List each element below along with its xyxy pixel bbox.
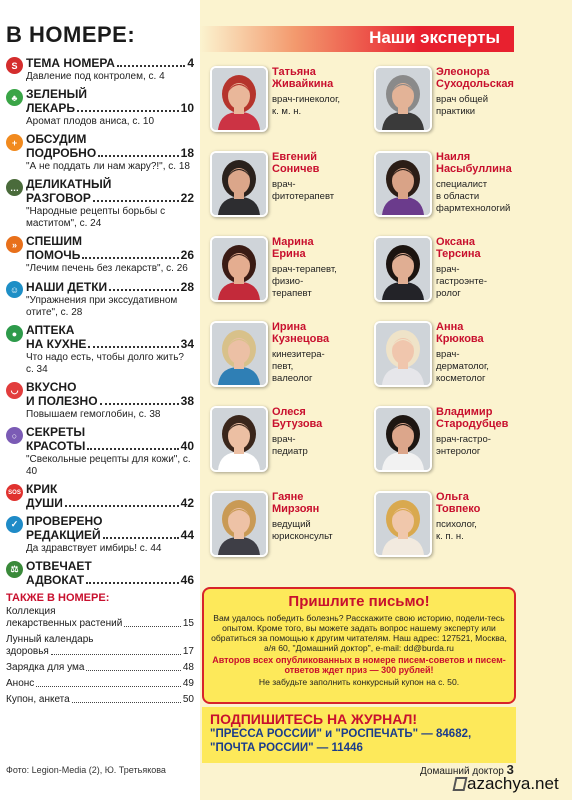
expert-role: кинезитера- певт, валеолог: [272, 349, 325, 384]
table-of-contents: [0, 0, 200, 800]
also-row: [6, 662, 194, 674]
expert-card[interactable]: [374, 321, 554, 397]
toc-description: "Лечим печень без лекарств", с. 26: [26, 263, 188, 274]
toc-section-title: АПТЕКА: [26, 323, 75, 337]
toc-leader: [86, 582, 179, 584]
expert-name: Наиля Насыбуллина: [436, 151, 512, 175]
expert-photo: [210, 406, 268, 472]
check-icon: ✓: [6, 516, 23, 533]
expert-photo: [210, 151, 268, 217]
experts-title: Наши эксперты: [369, 28, 500, 47]
expert-name: Евгений Соничев: [272, 151, 320, 175]
also-row: [6, 618, 194, 630]
also-list: [6, 606, 194, 706]
toc-entry[interactable]: [6, 133, 194, 173]
toc-section-title: ДУШИ: [26, 496, 63, 510]
toc-list: [6, 56, 194, 587]
letter-note: Не забудьте заполнить конкурсный купон на с. 50.: [258, 677, 460, 687]
bowl-icon: ◡: [6, 382, 23, 399]
expert-role: врач общей практики: [436, 94, 489, 117]
subscribe-line-1: "ПРЕССА РОССИИ" и "РОСПЕЧАТЬ" — 84682,: [210, 728, 472, 740]
toc-leader: [87, 448, 178, 450]
magazine-name: Домашний доктор: [420, 766, 504, 777]
toc-line: [26, 394, 194, 408]
toc-entry[interactable]: [6, 381, 194, 421]
watermark-logo-icon: [453, 777, 468, 791]
toc-leader: [77, 110, 179, 112]
toc-leader: [103, 537, 179, 539]
expert-name: Татьяна Живайкина: [272, 66, 334, 90]
expert-card[interactable]: [210, 236, 390, 312]
portrait-icon: [212, 408, 266, 470]
expert-role: врач- гастроэнте- ролог: [436, 264, 487, 299]
also-leader: [72, 702, 181, 703]
also-row: [6, 678, 194, 690]
toc-leader: [93, 200, 179, 202]
toc-page-number: 42: [180, 496, 194, 510]
plus-icon: +: [6, 134, 23, 151]
expert-photo: [374, 66, 432, 132]
also-item-text: лекарственных растений: [6, 618, 123, 629]
toc-description: Повышаем гемоглобин, с. 38: [26, 409, 161, 420]
toc-page-number: 22: [180, 191, 194, 205]
expert-card[interactable]: [374, 66, 554, 142]
toc-section-title: РАЗГОВОР: [26, 191, 91, 205]
also-row: [6, 646, 194, 658]
portrait-icon: [376, 323, 430, 385]
toc-entry[interactable]: [6, 178, 194, 230]
also-page-number: 50: [182, 694, 194, 705]
toc-entry[interactable]: [6, 56, 194, 83]
also-title: ТАКЖЕ В НОМЕРЕ:: [6, 592, 110, 604]
portrait-icon: [212, 68, 266, 130]
page-number: 3: [506, 762, 514, 777]
toc-page-number: 44: [180, 528, 194, 542]
letter-body: Вам удалось победить болезнь? Расскажите свою историю, подели-тесь опытом. Кроме того, вы можете задать вопрос нашему эксперту или обратиться за помощью к другим читателям. Наш адрес: 127521, Москва, а/я 60, "Домашний доктор", e-mail: dd@burda.ru: [211, 613, 507, 653]
toc-line: [26, 191, 194, 205]
toc-description: Да здравствует имбирь! с. 44: [26, 543, 162, 554]
toc-line: [26, 280, 194, 294]
toc-section-title: СПЕШИМ: [26, 234, 82, 248]
toc-entry[interactable]: [6, 324, 194, 376]
toc-section-title: СЕКРЕТЫ: [26, 425, 86, 439]
toc-entry[interactable]: [6, 483, 194, 510]
photo-credit: Фото: Legion-Media (2), Ю. Третьякова: [6, 765, 166, 775]
subscribe-line-2: "ПОЧТА РОССИИ" — 11446: [210, 742, 363, 754]
expert-photo: [210, 321, 268, 387]
toc-page-number: 18: [180, 146, 194, 160]
expert-role: врач-гинеколог, к. м. н.: [272, 94, 341, 117]
toc-leader: [117, 65, 185, 67]
toc-entry[interactable]: [6, 560, 194, 587]
expert-role: специалист в области фармтехнологий: [436, 179, 511, 214]
also-item-text: Лунный календарь: [6, 634, 94, 645]
mirror-icon: ○: [6, 427, 23, 444]
portrait-icon: [212, 153, 266, 215]
toc-title: В НОМЕРЕ:: [6, 22, 136, 47]
toc-description: Что надо есть, чтобы долго жить? с. 34: [26, 352, 184, 375]
toc-leader: [109, 289, 178, 291]
stethoscope-icon: S: [6, 57, 23, 74]
expert-photo: [374, 236, 432, 302]
toc-page-number: 46: [180, 573, 194, 587]
toc-page-number: 38: [180, 394, 194, 408]
expert-card[interactable]: [374, 151, 554, 227]
toc-section-title: ОБСУДИМ: [26, 132, 87, 146]
expert-name: Ирина Кузнецова: [272, 321, 330, 345]
toc-entry[interactable]: [6, 515, 194, 555]
experts-panel: [200, 0, 572, 800]
expert-card[interactable]: [210, 491, 390, 567]
toc-section-title: КРАСОТЫ: [26, 439, 86, 453]
also-item[interactable]: [6, 606, 194, 630]
toc-description: "Свекольные рецепты для кожи", с. 40: [26, 454, 191, 477]
also-page-number: 17: [182, 646, 194, 657]
expert-photo: [374, 406, 432, 472]
also-page-number: 15: [182, 618, 194, 629]
toc-section-title: РЕДАКЦИЕЙ: [26, 528, 101, 542]
toc-page-number: 34: [180, 337, 194, 351]
also-item-text: Купон, анкета: [6, 694, 70, 705]
watermark: [454, 774, 559, 794]
expert-card[interactable]: [210, 151, 390, 227]
toc-line: [26, 56, 194, 70]
also-item[interactable]: [6, 678, 194, 690]
toc-section-title: НАШИ ДЕТКИ: [26, 280, 108, 294]
running-icon: »: [6, 236, 23, 253]
portrait-icon: [376, 408, 430, 470]
toc-section-title: И ПОЛЕЗНО: [26, 394, 98, 408]
subscribe-title: ПОДПИШИТЕСЬ НА ЖУРНАЛ!: [210, 711, 417, 727]
apple-icon: ●: [6, 325, 23, 342]
also-leader: [124, 626, 181, 627]
expert-role: врач- дерматолог, косметолог: [436, 349, 489, 384]
expert-name: Оксана Терсина: [436, 236, 481, 260]
also-item-text: Коллекция: [6, 606, 56, 617]
expert-photo: [210, 236, 268, 302]
chat-icon: …: [6, 179, 23, 196]
expert-role: врач- педиатр: [272, 434, 308, 457]
expert-card[interactable]: [374, 236, 554, 312]
also-item-text: Зарядка для ума: [6, 662, 85, 673]
expert-name: Олеся Бутузова: [272, 406, 323, 430]
also-item-text: здоровья: [6, 646, 49, 657]
also-item[interactable]: [6, 662, 194, 674]
portrait-icon: [376, 493, 430, 555]
expert-role: врач-гастро- энтеролог: [436, 434, 491, 457]
toc-line: [26, 337, 194, 351]
toc-description: Аромат плодов аниса, с. 10: [26, 116, 155, 127]
subscribe-box: [202, 707, 516, 763]
also-item[interactable]: [6, 634, 194, 658]
toc-description: Давление под контролем, с. 4: [26, 71, 165, 82]
expert-photo: [374, 151, 432, 217]
toc-page-number: 28: [180, 280, 194, 294]
also-row: [6, 694, 194, 706]
expert-name: Владимир Стародубцев: [436, 406, 509, 430]
toc-line: [26, 248, 194, 262]
toc-line: [26, 101, 194, 115]
toc-section-title: ПОМОЧЬ: [26, 248, 81, 262]
toc-section-title: ЛЕКАРЬ: [26, 101, 76, 115]
expert-card[interactable]: [374, 491, 554, 567]
expert-card[interactable]: [210, 321, 390, 397]
expert-role: ведущий юрисконсульт: [272, 519, 333, 542]
toc-section-title: ЗЕЛЕНЫЙ: [26, 87, 87, 101]
portrait-icon: [212, 323, 266, 385]
expert-card[interactable]: [374, 406, 554, 482]
expert-card[interactable]: [210, 66, 390, 142]
toc-section-title: НА КУХНЕ: [26, 337, 87, 351]
toc-leader: [82, 257, 178, 259]
also-item-text: Анонс: [6, 678, 35, 689]
expert-name: Анна Крюкова: [436, 321, 484, 345]
toc-line: [26, 439, 194, 453]
toc-description: "А не поддать ли нам жару?!", с. 18: [26, 161, 190, 172]
expert-photo: [210, 66, 268, 132]
toc-line: [26, 496, 194, 510]
toc-page-number: 26: [180, 248, 194, 262]
toc-entry[interactable]: [6, 280, 194, 319]
sos-icon: SOS: [6, 484, 23, 501]
expert-name: Элеонора Суходольская: [436, 66, 514, 90]
toc-page-number: 40: [180, 439, 194, 453]
expert-role: врач- фитотерапевт: [272, 179, 335, 202]
expert-name: Гаяне Мирзоян: [272, 491, 320, 515]
expert-name: Ольга Товпеко: [436, 491, 481, 515]
also-item[interactable]: [6, 694, 194, 706]
toc-leader: [98, 155, 178, 157]
expert-photo: [374, 321, 432, 387]
toc-entry[interactable]: [6, 235, 194, 275]
toc-entry[interactable]: [6, 426, 194, 478]
portrait-icon: [376, 68, 430, 130]
toc-entry[interactable]: [6, 88, 194, 128]
portrait-icon: [212, 238, 266, 300]
portrait-icon: [376, 238, 430, 300]
toc-page-number: 10: [180, 101, 194, 115]
toc-section-title: ДЕЛИКАТНЫЙ: [26, 177, 112, 191]
also-leader: [36, 686, 181, 687]
also-page-number: 49: [182, 678, 194, 689]
toc-leader: [100, 403, 179, 405]
expert-role: психолог, к. п. н.: [436, 519, 477, 542]
toc-leader: [65, 505, 179, 507]
also-leader: [51, 654, 181, 655]
scales-icon: ⚖: [6, 561, 23, 578]
leaf-icon: ♣: [6, 89, 23, 106]
toc-line: [26, 573, 194, 587]
toc-section-title: КРИК: [26, 482, 58, 496]
also-page-number: 48: [182, 662, 194, 673]
letter-prize: Авторов всех опубликованных в номере писем-советов и писем-ответов ждет приз — 300 рублей!: [212, 655, 506, 675]
toc-page-number: 4: [187, 56, 194, 70]
also-leader: [86, 670, 180, 671]
letter-box: [202, 587, 516, 704]
portrait-icon: [212, 493, 266, 555]
toc-description: "Народные рецепты борьбы с маститом", с. 24: [26, 206, 166, 229]
watermark-text: azachya.net: [467, 774, 559, 793]
portrait-icon: [376, 153, 430, 215]
baby-icon: ☺: [6, 281, 23, 298]
expert-name: Марина Ерина: [272, 236, 314, 260]
toc-section-title: ОТВЕЧАЕТ: [26, 559, 92, 573]
toc-section-title: ПРОВЕРЕНО: [26, 514, 103, 528]
toc-leader: [88, 346, 178, 348]
toc-line: [26, 146, 194, 160]
expert-card[interactable]: [210, 406, 390, 482]
expert-role: врач-терапевт, физио- терапевт: [272, 264, 337, 299]
letter-title: Пришлите письмо!: [288, 593, 430, 610]
toc-description: "Упражнения при экссудативном отите", с. 28: [26, 295, 178, 318]
toc-section-title: ТЕМА НОМЕРА: [26, 56, 115, 70]
expert-photo: [210, 491, 268, 557]
toc-section-title: ВКУСНО: [26, 380, 77, 394]
expert-photo: [374, 491, 432, 557]
toc-line: [26, 528, 194, 542]
toc-section-title: ПОДРОБНО: [26, 146, 97, 160]
toc-section-title: АДВОКАТ: [26, 573, 85, 587]
experts-header: [200, 26, 514, 52]
